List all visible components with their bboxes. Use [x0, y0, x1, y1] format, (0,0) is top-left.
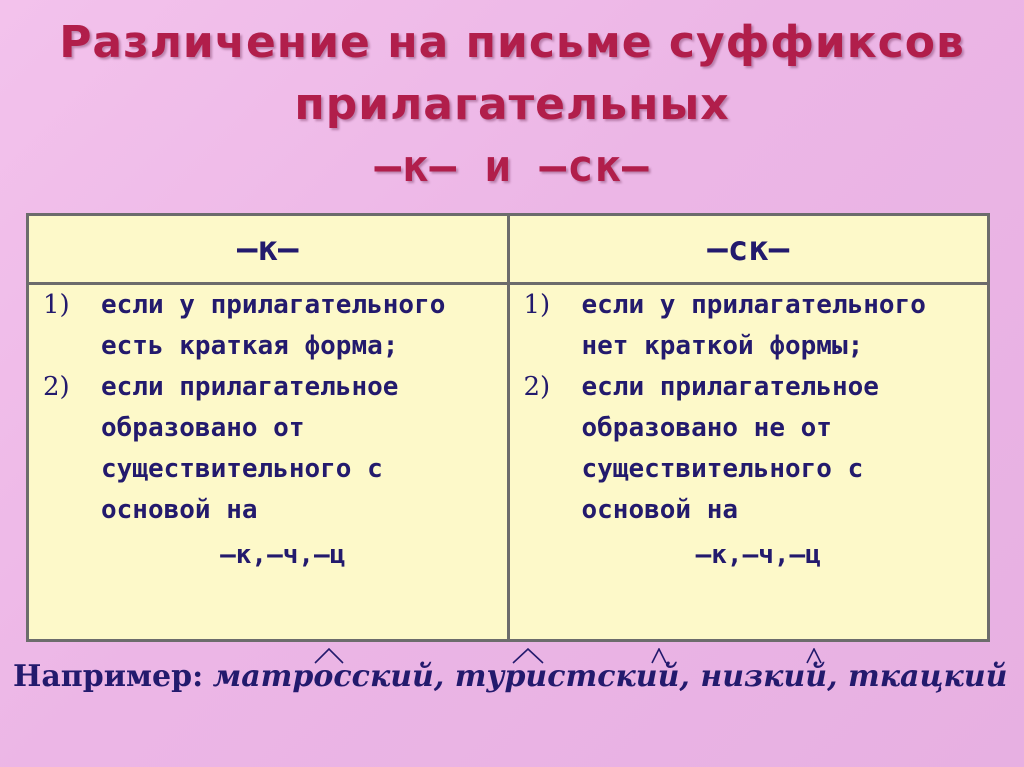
- rules-k-cell: [28, 284, 509, 641]
- title-line-1: Различение на письме суффиксов: [59, 17, 965, 68]
- title-line-3: –к– и –ск–: [374, 141, 650, 192]
- rules-table: [26, 213, 990, 642]
- rules-row: [28, 284, 989, 641]
- rule-text: если у прилагательного есть краткая форма;: [101, 290, 446, 361]
- rule-number: 1): [43, 290, 70, 320]
- rule-text: если прилагательное образовано не от существительного с основой на: [581, 372, 879, 525]
- slide-title: [0, 12, 1024, 198]
- rule-number: 1): [523, 290, 551, 320]
- rule-text: если прилагательное образовано от существительного с основой на: [101, 372, 399, 525]
- rule-item: [510, 367, 988, 531]
- rule-item: [29, 285, 507, 367]
- suffix-letters: –к,–ч,–ц: [220, 540, 346, 570]
- rules-sk-cell: [508, 284, 989, 641]
- header-k: –к–: [28, 215, 509, 284]
- title-line-2: прилагательных: [294, 79, 730, 130]
- example-words: матросский, туристский, низкий, ткацкий: [212, 659, 1008, 694]
- rule-text: если у прилагательного нет краткой формы;: [581, 290, 926, 361]
- suffix-letters: –к,–ч,–ц: [695, 540, 821, 570]
- header-sk: –ск–: [508, 215, 989, 284]
- rule-item: [29, 367, 507, 531]
- rule-number: 2): [523, 372, 551, 402]
- example-line: [13, 655, 1007, 699]
- rule-number: 2): [43, 372, 70, 402]
- rule-item: [510, 285, 988, 367]
- header-row: [28, 215, 989, 284]
- example-label: Например:: [13, 659, 204, 694]
